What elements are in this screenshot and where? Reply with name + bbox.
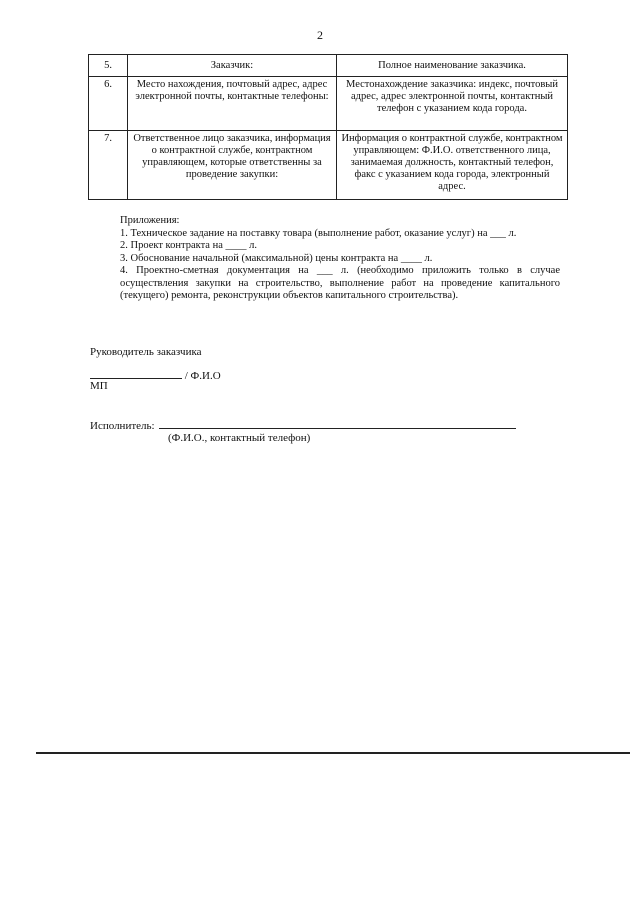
field-name: Место нахождения, почтовый адрес, адрес электронной почты, контактные телефоны: [128, 77, 337, 131]
attachment-item: 3. Обоснование начальной (максимальной) цены контракта на ____ л. [120, 252, 433, 264]
executor-label: Исполнитель: [90, 420, 155, 432]
table-row [89, 131, 568, 200]
row-number: 5. [89, 55, 128, 77]
field-value: Местонахождение заказчика: индекс, почтовый адрес, адрес электронной почты, контактный телефон с указанием кода города. [337, 77, 568, 131]
table-row [89, 55, 568, 77]
attachments-section [90, 215, 560, 303]
attachments-title: Приложения: [120, 215, 180, 226]
table-row [89, 77, 568, 131]
executor-blank [159, 418, 516, 429]
row-number: 7. [89, 131, 128, 200]
attachment-item: 1. Техническое задание на поставку товара (выполнение работ, оказание услуг) на ___ л. [120, 227, 517, 239]
attachment-item: 4. Проектно-сметная документация на ___ л. (необходимо приложить только в случае осуществления закупки на строительство, выполнение работ на проведение капитального (текущего) ремонта, реконструкции объектов капитального строительства). [120, 265, 560, 301]
signature-line [90, 368, 221, 382]
field-name: Ответственное лицо заказчика, информация о контрактной службе, контрактном управляющем, которые ответственны за проведение закупки: [128, 131, 337, 200]
signature-blank [90, 368, 182, 379]
head-label: Руководитель заказчика [90, 346, 202, 358]
info-table [88, 54, 568, 200]
field-name: Заказчик: [128, 55, 337, 77]
field-value: Полное наименование заказчика. [337, 55, 568, 77]
field-value: Информация о контрактной службе, контрактном управляющем: Ф.И.О. ответственного лица, занимаемая должность, контактный телефон, факс с указанием кода города, электронный адрес. [337, 131, 568, 200]
stamp-label: МП [90, 380, 108, 392]
page-number: 2 [317, 28, 323, 42]
executor-line [90, 418, 530, 432]
fio-label: / Ф.И.О [184, 370, 221, 382]
bottom-rule [36, 752, 630, 754]
row-number: 6. [89, 77, 128, 131]
attachment-item: 2. Проект контракта на ____ л. [120, 240, 257, 251]
executor-note: (Ф.И.О., контактный телефон) [168, 432, 311, 444]
